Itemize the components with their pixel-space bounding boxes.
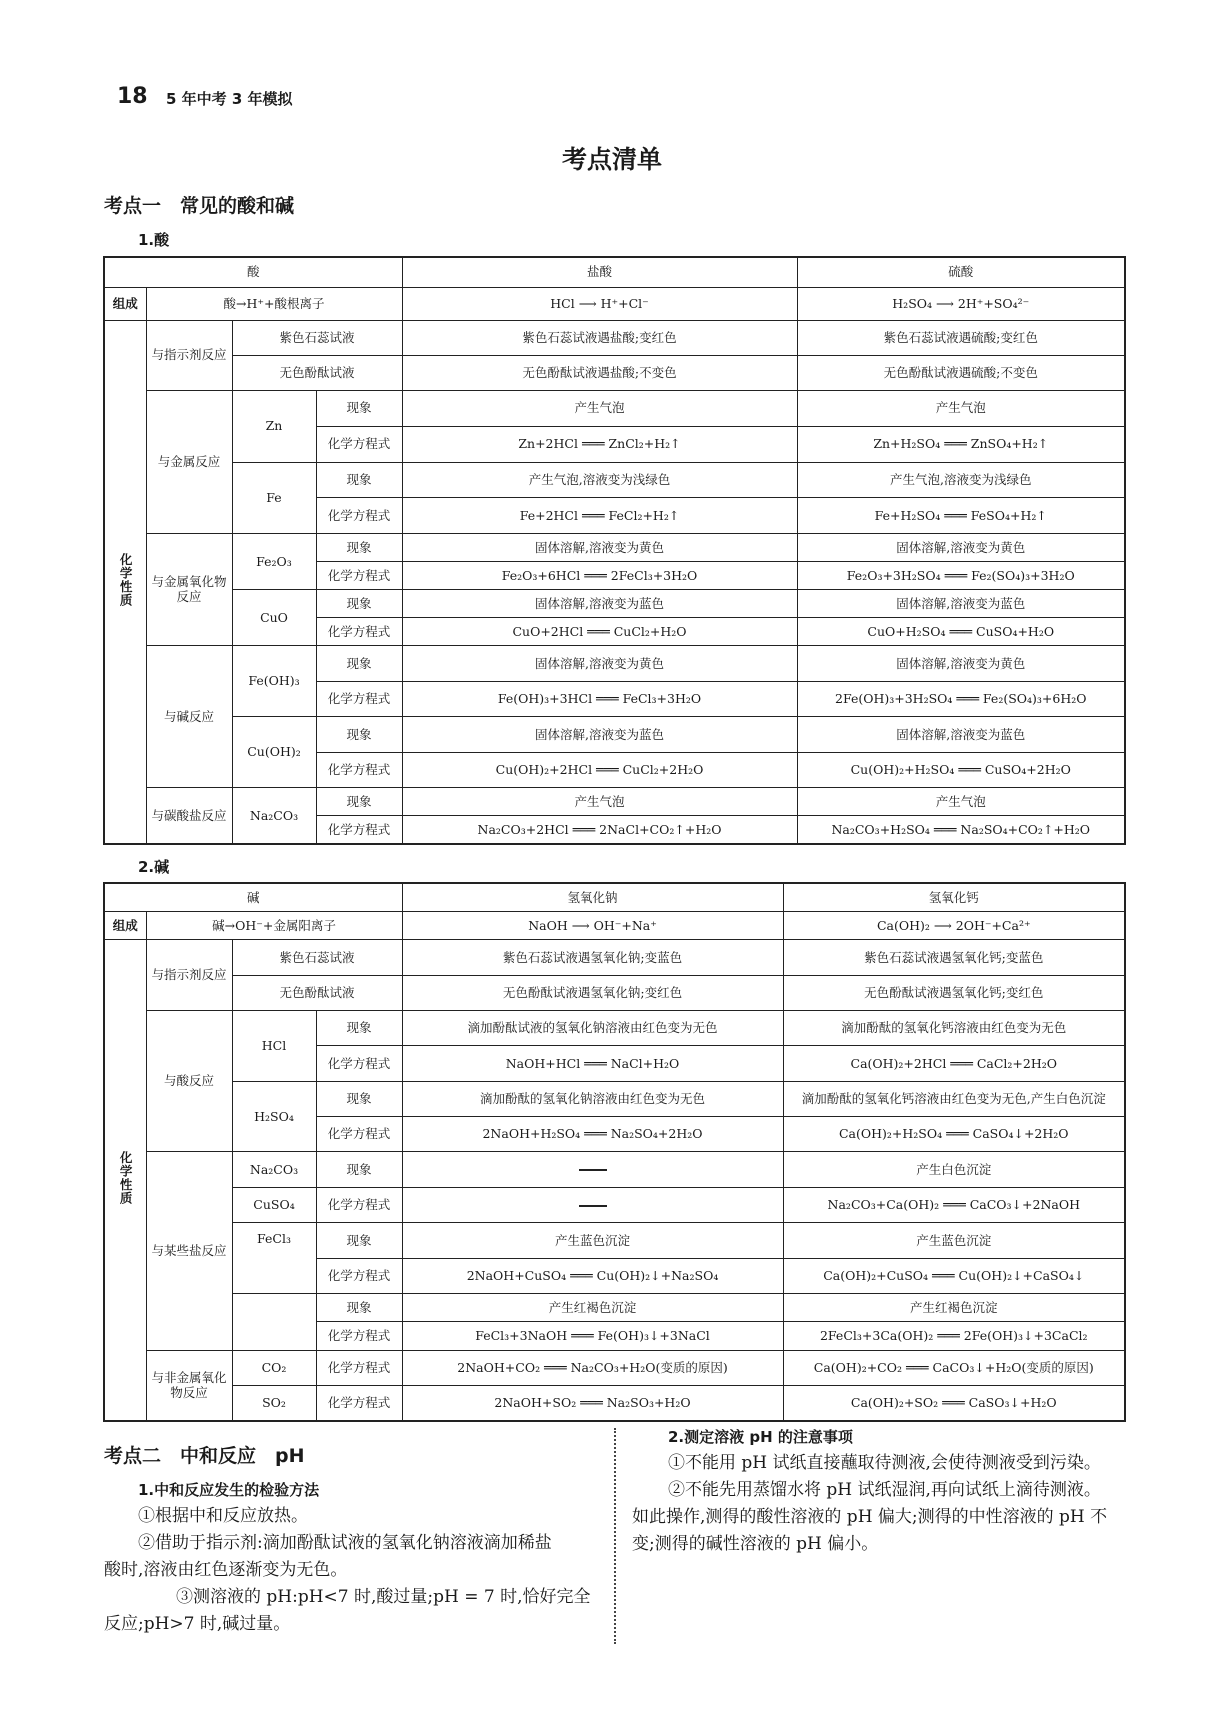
table-cell: 紫色石蕊试液遇盐酸;变红色 [402,320,797,355]
table-cell [402,1152,783,1187]
table-cell: Na₂CO₃+2HCl ═══ 2NaCl+CO₂↑+H₂O [402,816,797,844]
acid-indicator-label: 与指示剂反应 [146,320,232,390]
table-cell: 化学方程式 [316,682,402,717]
table-row [104,589,1125,617]
table-cell: 2NaOH+SO₂ ═══ Na₂SO₃+H₂O [402,1386,783,1421]
table-cell: 化学方程式 [316,753,402,788]
table-cell: Fe+2HCl ═══ FeCl₂+H₂↑ [402,497,797,533]
paragraph: 酸时,溶液由红色逐渐变为无色。 [104,1560,348,1580]
table-cell: 无色酚酞试液遇氢氧化钙;变红色 [783,975,1125,1010]
acid-composition-hcl: HCl ⟶ H⁺+Cl⁻ [402,287,797,320]
table-cell: 2Fe(OH)₃+3H₂SO₄ ═══ Fe₂(SO₄)₃+6H₂O [797,682,1125,717]
table-cell: Cu(OH)₂+H₂SO₄ ═══ CuSO₄+2H₂O [797,753,1125,788]
table-row [104,1152,1125,1187]
table-cell: Fe₂O₃ [232,533,316,589]
table-cell: 产生蓝色沉淀 [402,1223,783,1258]
table-row [104,1081,1125,1116]
table-cell: Zn+H₂SO₄ ═══ ZnSO₄+H₂↑ [797,426,1125,462]
table-cell: Fe₂O₃+3H₂SO₄ ═══ Fe₂(SO₄)₃+3H₂O [797,561,1125,589]
base-col-caoh2: 氢氧化钙 [783,883,1125,911]
acid-composition-def: 酸→H⁺+酸根离子 [146,287,402,320]
table-cell: 化学方程式 [316,1322,402,1350]
table-cell: 产生气泡 [402,390,797,426]
table-cell: CuO [232,589,316,645]
table-cell: 2NaOH+CuSO₄ ═══ Cu(OH)₂↓+Na₂SO₄ [402,1258,783,1293]
section2-heading: 考点二 中和反应 pH [104,1445,305,1467]
table-cell: Zn+2HCl ═══ ZnCl₂+H₂↑ [402,426,797,462]
paragraph: ③测溶液的 pH:pH<7 时,酸过量;pH = 7 时,恰好完全 [176,1587,591,1607]
acid-base-label: 与碱反应 [146,646,232,788]
table-cell: 化学方程式 [316,497,402,533]
table-cell: 现象 [316,1152,402,1187]
paragraph: ①不能用 pH 试纸直接蘸取待测液,会使待测液受到污染。 [668,1453,1101,1473]
base-salt-label: 与某些盐反应 [146,1152,232,1350]
base-composition-row [104,911,1125,939]
base-header-row [104,883,1125,911]
table-cell: 产生红褐色沉淀 [783,1294,1125,1322]
acid-carbonate-label: 与碳酸盐反应 [146,788,232,844]
table-cell: 产生气泡,溶液变为浅绿色 [797,462,1125,497]
table-cell: CuO+H₂SO₄ ═══ CuSO₄+H₂O [797,618,1125,646]
table-cell: FeCl₃ [232,1223,316,1294]
base-col-name: 碱 [104,883,402,911]
table-row [104,533,1125,561]
table-cell: 现象 [316,589,402,617]
acid-oxide-label: 与金属氧化物反应 [146,533,232,645]
base-composition-def: 碱→OH⁻+金属阳离子 [146,911,402,939]
table-row [104,717,1125,753]
table-cell: 现象 [316,462,402,497]
base-col-naoh: 氢氧化钠 [402,883,783,911]
table-cell: 固体溶解,溶液变为黄色 [797,533,1125,561]
base-heading: 2.碱 [138,858,170,876]
table-cell: 紫色石蕊试液遇硫酸;变红色 [797,320,1125,355]
table-cell: 2NaOH+CO₂ ═══ Na₂CO₃+H₂O(变质的原因) [402,1350,783,1385]
table-cell: 无色酚酞试液 [232,975,402,1010]
table-cell: 2NaOH+H₂SO₄ ═══ Na₂SO₄+2H₂O [402,1117,783,1152]
table-cell: 固体溶解,溶液变为黄色 [402,646,797,682]
table-cell: 现象 [316,717,402,753]
table-cell: 无色酚酞试液 [232,355,402,390]
chem-prop-text: 化学性质 [118,552,134,607]
table-cell: 产生红褐色沉淀 [402,1294,783,1322]
table-row [104,355,1125,390]
table-cell: 现象 [316,1294,402,1322]
paragraph: ②不能先用蒸馏水将 pH 试纸湿润,再向试纸上滴待测液。 [668,1480,1101,1500]
table-cell: Fe [232,462,316,533]
page-title: 考点清单 [561,145,662,174]
base-composition-label: 组成 [104,911,146,939]
table-row [104,1010,1125,1045]
table-cell: 无色酚酞试液遇硫酸;不变色 [797,355,1125,390]
dash-mark [579,1169,607,1171]
table-cell: Cu(OH)₂+2HCl ═══ CuCl₂+2H₂O [402,753,797,788]
table-cell [232,1294,316,1351]
section1-heading: 考点一 常见的酸和碱 [104,195,295,217]
table-cell: Fe(OH)₃+3HCl ═══ FeCl₃+3H₂O [402,682,797,717]
table-cell: NaOH+HCl ═══ NaCl+H₂O [402,1046,783,1081]
table-row [104,1187,1125,1222]
acid-heading: 1.酸 [138,231,170,249]
table-cell: 滴加酚酞的氢氧化钙溶液由红色变为无色,产生白色沉淀 [783,1081,1125,1116]
paragraph: ②借助于指示剂:滴加酚酞试液的氢氧化钠溶液滴加稀盐 [138,1533,552,1553]
table-cell: 产生气泡 [797,390,1125,426]
section2-sub2: 2.测定溶液 pH 的注意事项 [668,1428,853,1446]
dash-mark [579,1205,607,1207]
table-cell: Na₂CO₃ [232,1152,316,1187]
table-cell: 化学方程式 [316,618,402,646]
paragraph: 变;测得的碱性溶液的 pH 偏小。 [632,1534,879,1554]
table-row [104,1350,1125,1385]
table-cell: Ca(OH)₂+SO₂ ═══ CaSO₃↓+H₂O [783,1386,1125,1421]
table-cell: 产生气泡 [402,788,797,816]
table-cell: 现象 [316,788,402,816]
table-row [104,462,1125,497]
book-title: 5 年中考 3 年模拟 [166,90,293,108]
table-cell: 现象 [316,646,402,682]
table-cell: 2FeCl₃+3Ca(OH)₂ ═══ 2Fe(OH)₃↓+3CaCl₂ [783,1322,1125,1350]
base-nonmetal-label: 与非金属氧化物反应 [146,1350,232,1421]
table-cell: 紫色石蕊试液 [232,320,402,355]
column-divider [614,1428,616,1644]
acid-composition-label: 组成 [104,287,146,320]
table-cell: 紫色石蕊试液 [232,940,402,975]
table-cell: Fe₂O₃+6HCl ═══ 2FeCl₃+3H₂O [402,561,797,589]
table-cell: HCl [232,1010,316,1081]
acid-col-name: 酸 [104,257,402,287]
table-cell: 固体溶解,溶液变为蓝色 [797,717,1125,753]
table-cell: 化学方程式 [316,1258,402,1293]
table-cell: 现象 [316,1081,402,1116]
table-cell: 无色酚酞试液遇盐酸;不变色 [402,355,797,390]
table-cell: 固体溶解,溶液变为黄色 [797,646,1125,682]
base-indicator-label: 与指示剂反应 [146,940,232,1011]
table-cell: 产生气泡 [797,788,1125,816]
table-cell [402,1187,783,1222]
acid-header-row [104,257,1125,287]
table-row [104,1294,1125,1322]
table-cell: Ca(OH)₂+CO₂ ═══ CaCO₃↓+H₂O(变质的原因) [783,1350,1125,1385]
table-row [104,1223,1125,1258]
section2-sub1: 1.中和反应发生的检验方法 [138,1481,320,1499]
table-cell: 化学方程式 [316,561,402,589]
table-cell: 现象 [316,1010,402,1045]
table-cell: FeCl₃+3NaOH ═══ Fe(OH)₃↓+3NaCl [402,1322,783,1350]
table-cell: Na₂CO₃+H₂SO₄ ═══ Na₂SO₄+CO₂↑+H₂O [797,816,1125,844]
table-cell: 化学方程式 [316,1187,402,1222]
paragraph: ①根据中和反应放热。 [138,1506,308,1526]
table-cell: 固体溶解,溶液变为蓝色 [402,717,797,753]
acid-composition-row [104,287,1125,320]
table-cell: 固体溶解,溶液变为黄色 [402,533,797,561]
table-cell: CuSO₄ [232,1187,316,1222]
base-chem-prop-label [104,940,146,1421]
table-cell: Na₂CO₃+Ca(OH)₂ ═══ CaCO₃↓+2NaOH [783,1187,1125,1222]
base-table [103,882,1126,1422]
table-row [104,320,1125,355]
table-cell: CO₂ [232,1350,316,1385]
acid-metal-label: 与金属反应 [146,390,232,533]
table-cell: Cu(OH)₂ [232,717,316,788]
table-cell: 化学方程式 [316,1386,402,1421]
acid-col-h2so4: 硫酸 [797,257,1125,287]
acid-col-hcl: 盐酸 [402,257,797,287]
table-row [104,788,1125,816]
table-cell: 固体溶解,溶液变为蓝色 [402,589,797,617]
table-cell: 现象 [316,1223,402,1258]
table-cell: 无色酚酞试液遇氢氧化钠;变红色 [402,975,783,1010]
table-cell: 化学方程式 [316,426,402,462]
table-cell: 产生白色沉淀 [783,1152,1125,1187]
acid-composition-h2so4: H₂SO₄ ⟶ 2H⁺+SO₄²⁻ [797,287,1125,320]
chem-prop-text: 化学性质 [118,1151,134,1206]
table-cell: Ca(OH)₂+2HCl ═══ CaCl₂+2H₂O [783,1046,1125,1081]
table-cell: 化学方程式 [316,1117,402,1152]
table-row [104,390,1125,426]
table-cell: 化学方程式 [316,816,402,844]
table-cell: 固体溶解,溶液变为蓝色 [797,589,1125,617]
table-cell: H₂SO₄ [232,1081,316,1152]
table-cell: Fe(OH)₃ [232,646,316,717]
table-cell: 紫色石蕊试液遇氢氧化钠;变蓝色 [402,940,783,975]
base-composition-caoh2: Ca(OH)₂ ⟶ 2OH⁻+Ca²⁺ [783,911,1125,939]
base-acid-label: 与酸反应 [146,1010,232,1152]
table-row [104,646,1125,682]
table-cell: 化学方程式 [316,1046,402,1081]
paragraph: 如此操作,测得的酸性溶液的 pH 偏大;测得的中性溶液的 pH 不 [632,1507,1108,1527]
table-cell: Na₂CO₃ [232,788,316,844]
base-composition-naoh: NaOH ⟶ OH⁻+Na⁺ [402,911,783,939]
acid-chem-prop-label [104,320,146,844]
table-row [104,940,1125,975]
table-row [104,975,1125,1010]
table-cell: 滴加酚酞的氢氧化钠溶液由红色变为无色 [402,1081,783,1116]
table-cell: 现象 [316,533,402,561]
page-number: 18 [117,84,148,109]
table-cell: 现象 [316,390,402,426]
table-cell: 产生气泡,溶液变为浅绿色 [402,462,797,497]
table-cell: Fe+H₂SO₄ ═══ FeSO₄+H₂↑ [797,497,1125,533]
table-cell: 滴加酚酞的氢氧化钙溶液由红色变为无色 [783,1010,1125,1045]
table-row [104,1386,1125,1421]
table-cell: Ca(OH)₂+H₂SO₄ ═══ CaSO₄↓+2H₂O [783,1117,1125,1152]
table-cell: Ca(OH)₂+CuSO₄ ═══ Cu(OH)₂↓+CaSO₄↓ [783,1258,1125,1293]
table-cell: 产生蓝色沉淀 [783,1223,1125,1258]
table-cell: 紫色石蕊试液遇氢氧化钙;变蓝色 [783,940,1125,975]
table-cell: 化学方程式 [316,1350,402,1385]
table-cell: Zn [232,390,316,462]
table-cell: SO₂ [232,1386,316,1421]
table-cell: CuO+2HCl ═══ CuCl₂+H₂O [402,618,797,646]
acid-table [103,256,1126,845]
paragraph: 反应;pH>7 时,碱过量。 [104,1614,291,1634]
table-cell: 滴加酚酞试液的氢氧化钠溶液由红色变为无色 [402,1010,783,1045]
